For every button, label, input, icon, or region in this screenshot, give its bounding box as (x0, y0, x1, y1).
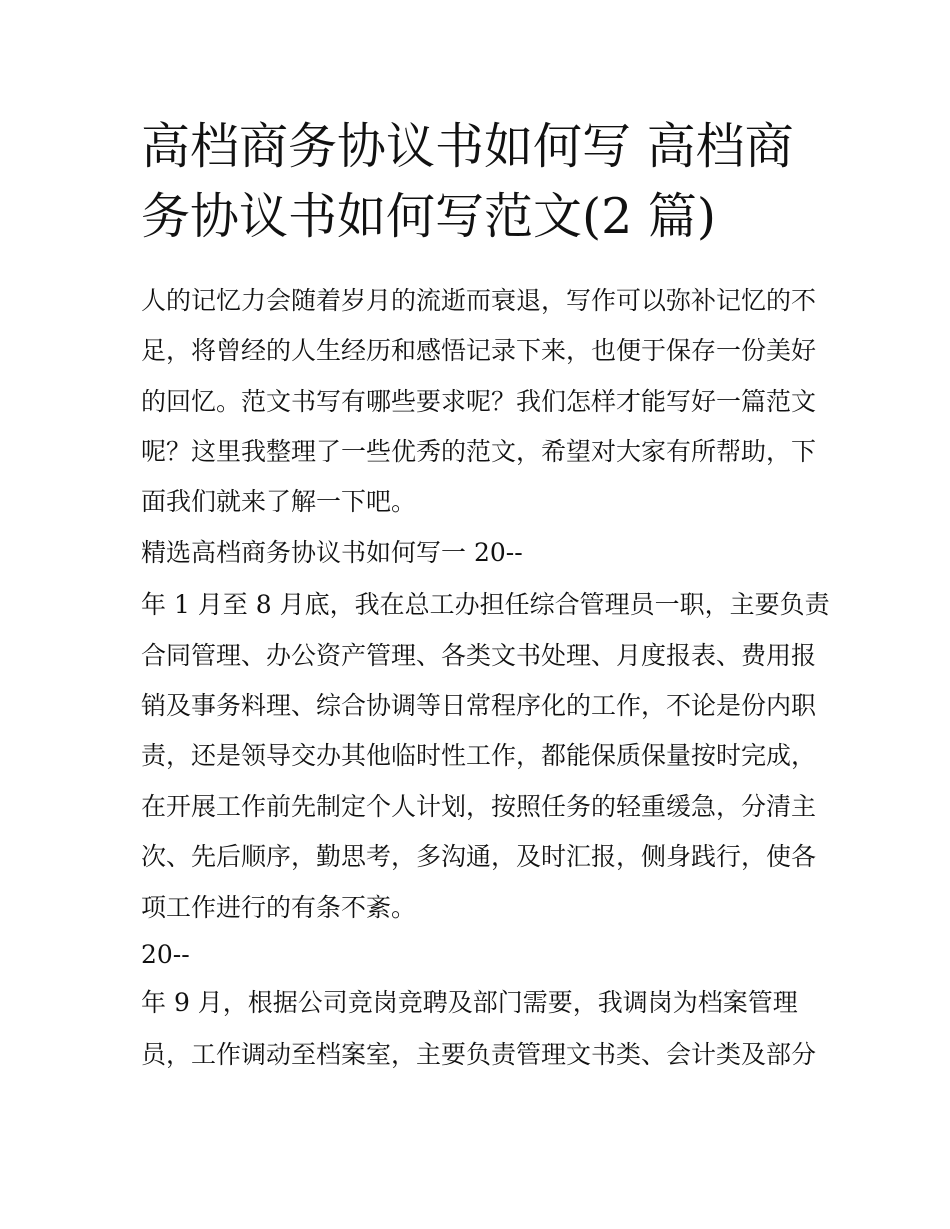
year-line: 20-- (141, 940, 190, 969)
body-line: 次、先后顺序，勤思考，多沟通，及时汇报，侧身践行，使各 (141, 842, 817, 871)
body-line: 合同管理、办公资产管理、各类文书处理、月度报表、费用报 (141, 641, 817, 670)
body-line: 足，将曾经的人生经历和感悟记录下来，也便于保存一份美好 (141, 336, 817, 365)
body-line: 年 9 月，根据公司竞岗竞聘及部门需要，我调岗为档案管理 (141, 988, 798, 1017)
body-line: 员，工作调动至档案室，主要负责管理文书类、会计类及部分 (141, 1040, 817, 1069)
document-title: 高档商务协议书如何写 高档商务协议书如何写范文(2 篇) (141, 118, 794, 245)
body-line: 面我们就来了解一下吧。 (141, 487, 417, 516)
body-line: 呢？这里我整理了一些优秀的范文，希望对大家有所帮助，下 (141, 437, 817, 466)
section-heading-line: 精选高档商务协议书如何写一 20-- (141, 538, 523, 567)
body-line: 在开展工作前先制定个人计划，按照任务的轻重缓急，分清主 (141, 792, 817, 821)
body-line: 年 1 月至 8 月底，我在总工办担任综合管理员一职，主要负责 (141, 590, 830, 619)
body-line: 责，还是领导交办其他临时性工作，都能保质保量按时完成， (141, 741, 817, 770)
body-line: 人的记忆力会随着岁月的流逝而衰退，写作可以弥补记忆的不 (141, 286, 817, 315)
body-line: 销及事务料理、综合协调等日常程序化的工作，不论是份内职 (141, 691, 817, 720)
body-line: 项工作进行的有条不紊。 (141, 893, 417, 922)
body-line: 的回忆。范文书写有哪些要求呢？我们怎样才能写好一篇范文 (141, 387, 817, 416)
